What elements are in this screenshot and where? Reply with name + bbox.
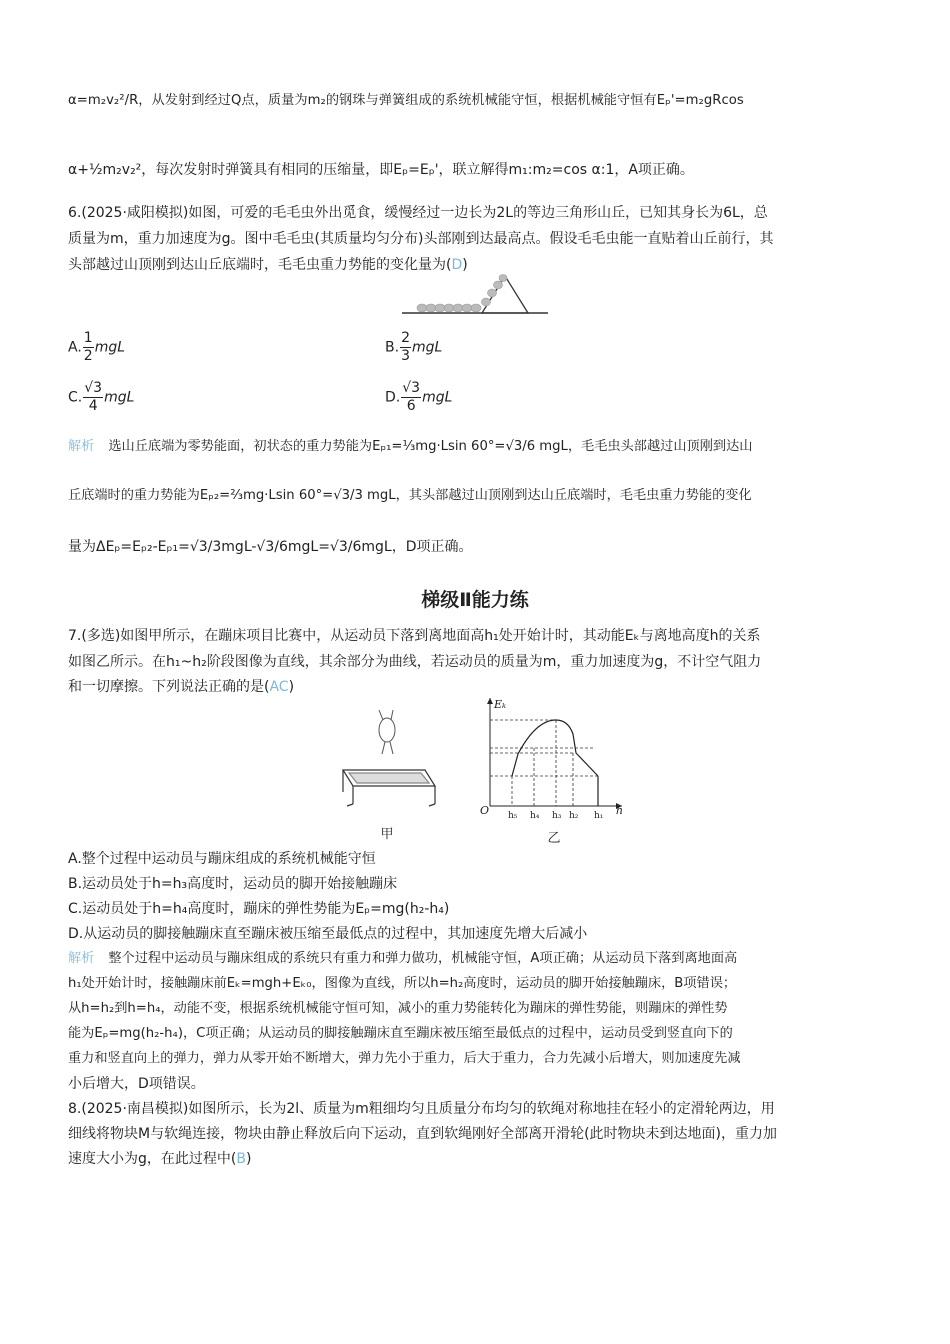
q7-text-3: 和一切摩擦。下列说法正确的是( <box>68 679 270 695</box>
q6-option-d[interactable]: D. $\frac{√3}{6}$ mgL <box>385 380 453 414</box>
top-text-1: α=m₂v₂²/R，从发射到经过Q点，质量为m₂的钢珠与弹簧组成的系统机械能守恒，根据机械能守恒有Eₚ'=m₂gRcos <box>68 93 744 108</box>
q7-stem-2 <box>68 652 761 672</box>
q6-option-c[interactable]: C. $\frac{√3}{4}$ mgL <box>68 380 135 414</box>
q6-answer: D <box>451 257 463 273</box>
q6-option-b-label: B. <box>385 339 400 356</box>
q6-text-1: 6.(2025·咸阳模拟)如图，可爱的毛毛虫外出觅食，缓慢经过一边长为2L的等边三角形山丘，已知其身长为6L，总 <box>68 205 768 221</box>
q7-stem-1 <box>68 626 760 646</box>
top-text-2: α+½m₂v₂²，每次发射时弹簧具有相同的压缩量，即Eₚ=Eₚ'，联立解得m₁:m₂=cos α:1，A项正确。 <box>68 162 694 178</box>
q7-explain-4 <box>68 1024 733 1044</box>
q7-option-b[interactable] <box>68 874 397 894</box>
frac-2-3: $\frac{2}{3}$ <box>401 330 410 364</box>
top-line-2 <box>68 160 694 180</box>
q6-option-d-label: D. <box>385 389 401 406</box>
q6-option-a-label: A. <box>68 339 82 356</box>
q8-text-1: 8.(2025·南昌模拟)如图所示，长为2l、质量为m粗细均匀且质量分布均匀的软绳对称地挂在轻小的定滑轮两边，用 <box>68 1101 775 1117</box>
origin-label: O <box>480 804 490 817</box>
tick-h3: h₃ <box>552 811 562 821</box>
q7-explain-6 <box>68 1074 205 1094</box>
ek-h-graph <box>476 694 636 850</box>
frac-sqrt3-6: $\frac{√3}{6}$ <box>402 380 421 414</box>
q6-option-a[interactable]: A. $\frac{1}{2}$ mgL <box>68 330 126 364</box>
q7-explain-3 <box>68 999 728 1019</box>
tick-h2: h₂ <box>569 811 579 821</box>
q6-stem-3: 头部越过山顶刚到达山丘底端时，毛毛虫重力势能的变化量为(D) <box>68 257 468 273</box>
q6-explain-text-3: 量为ΔEₚ=Eₚ₂-Eₚ₁=√3/3mgL-√3/6mgL=√3/6mgL，D项正确。 <box>68 539 473 555</box>
q6-stem-2 <box>68 229 773 249</box>
frac-sqrt3-4: $\frac{√3}{4}$ <box>84 380 103 414</box>
frac-1-2: $\frac{1}{2}$ <box>83 330 93 364</box>
q6-explain-2 <box>68 486 752 506</box>
q7-option-b-text: B.运动员处于h=h₃高度时，运动员的脚开始接触蹦床 <box>68 876 398 892</box>
q7-text-1: 7.(多选)如图甲所示，在蹦床项目比赛中，从运动员下落到离地面高h₁处开始计时，其动能Eₖ与离地高度h的关系 <box>68 628 761 644</box>
q6-explain-1 <box>68 437 753 457</box>
q7-explain-text-5: 重力和竖直向上的弹力，弹力从零开始不断增大，弹力先小于重力，后大于重力，合力先减小后增大，则加速度先减 <box>68 1051 741 1066</box>
q7-explain-text-3: 从h=h₂到h=h₄，动能不变，根据系统机械能守恒可知，减小的重力势能转化为蹦床的弹性势能，则蹦床的弹性势 <box>68 1001 728 1016</box>
trampoline-frame <box>343 770 435 806</box>
top-line-1 <box>68 90 744 111</box>
axis-y-label: Eₖ <box>494 698 507 711</box>
q6-jiexi-tag: 解析 <box>68 439 95 454</box>
q7-option-d[interactable] <box>68 924 587 944</box>
caterpillar-hill-figure <box>400 272 550 318</box>
q8-answer: B <box>236 1151 246 1167</box>
q6-explain-3 <box>68 537 472 557</box>
q7-option-d-text: D.从运动员的脚接触蹦床直至蹦床被压缩至最低点的过程中，其加速度先增大后减小 <box>68 926 588 942</box>
q8-stem-3: 速度大小为g，在此过程中(B) <box>68 1151 252 1167</box>
q7-explain-text-6: 小后增大，D项错误。 <box>68 1076 205 1092</box>
q7-jiexi-tag: 解析 <box>68 951 95 966</box>
fig-jia-label: 甲 <box>380 827 394 842</box>
y-axis-arrow <box>487 698 493 704</box>
q6-option-b[interactable]: B. $\frac{2}{3}$ mgL <box>385 330 443 364</box>
athlete-figure <box>379 710 395 754</box>
q7-explain-1 <box>68 949 737 969</box>
q6-text-2: 质量为m，重力加速度为g。图中毛毛虫(其质量均匀分布)头部刚到达最高点。假设毛毛虫能一直贴着山丘前行，其 <box>68 231 774 247</box>
q6-stem-1 <box>68 203 768 223</box>
q7-explain-text-2: h₁处开始计时，接触蹦床前Eₖ=mgh+Eₖ₀，图像为直线，所以h=h₂高度时，运动员的脚开始接触蹦床，B项错误； <box>68 976 737 991</box>
tick-h1: h₁ <box>594 811 604 821</box>
tick-h4: h₄ <box>530 811 540 821</box>
q6-explain-text-2: 丘底端时的重力势能为Eₚ₂=⅔mg·Lsin 60°=√3/3 mgL，其头部越过山顶刚到达山丘底端时，毛毛虫重力势能的变化 <box>68 488 752 503</box>
trampoline-figure <box>335 708 445 848</box>
q8-text-3: 速度大小为g，在此过程中( <box>68 1151 237 1167</box>
q7-explain-5 <box>68 1049 741 1069</box>
q8-stem-1 <box>68 1099 775 1119</box>
axis-x-label: h <box>616 804 624 817</box>
q7-text-2: 如图乙所示。在h₁~h₂阶段图像为直线，其余部分为曲线，若运动员的质量为m，重力加速度为g，不计空气阻力 <box>68 654 762 670</box>
q7-option-a-text: A.整个过程中运动员与蹦床组成的系统机械能守恒 <box>68 851 376 867</box>
q6-option-c-label: C. <box>68 389 83 406</box>
q6-text-3: 头部越过山顶刚到达山丘底端时，毛毛虫重力势能的变化量为( <box>68 257 452 273</box>
q8-stem-2 <box>68 1124 777 1144</box>
q7-option-c-text: C.运动员处于h=h₄高度时，蹦床的弹性势能为Eₚ=mg(h₂-h₄) <box>68 901 450 917</box>
tick-h5: h₅ <box>508 811 518 821</box>
q7-option-c[interactable] <box>68 899 449 919</box>
q7-answer: AC <box>269 679 289 695</box>
q7-explain-text-4: 能为Eₚ=mg(h₂-h₄)，C项正确；从运动员的脚接触蹦床直至蹦床被压缩至最低点的过程中，运动员受到竖直向下的 <box>68 1026 733 1041</box>
caterpillar-body <box>417 275 507 313</box>
fig-yi-label: 乙 <box>547 831 561 846</box>
q7-explain-2 <box>68 974 736 994</box>
q7-explain-text-1: 整个过程中运动员与蹦床组成的系统只有重力和弹力做功，机械能守恒，A项正确；从运动员下落到离地面高 <box>108 951 738 966</box>
section-title: 梯级Ⅱ能力练 <box>421 589 529 611</box>
dashed-guides <box>490 720 598 806</box>
q7-option-a[interactable] <box>68 849 376 869</box>
q7-stem-3: 和一切摩擦。下列说法正确的是(AC) <box>68 679 295 695</box>
q8-text-2: 细线将物块M与软绳连接，物块由静止释放后向下运动，直到软绳刚好全部离开滑轮(此时物块未到达地面)，重力加 <box>68 1126 777 1142</box>
q6-explain-text-1: 选山丘底端为零势能面，初状态的重力势能为Eₚ₁=⅓mg·Lsin 60°=√3/6 mgL，毛毛虫头部越过山顶刚到达山 <box>108 439 753 454</box>
